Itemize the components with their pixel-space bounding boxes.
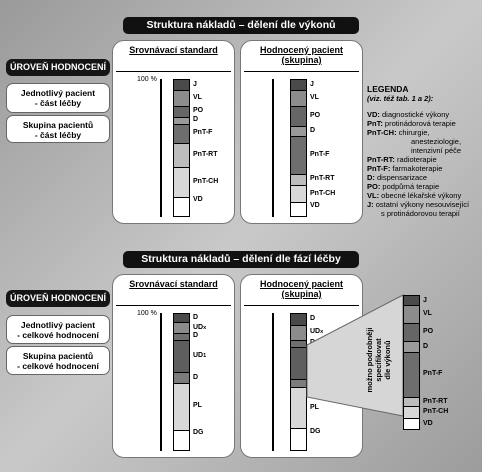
- legend-title: LEGENDA: [367, 84, 409, 94]
- legend-code: PnT-F:: [367, 164, 391, 173]
- segment-label: VD: [310, 201, 320, 209]
- segment-label: UD1: [193, 352, 207, 360]
- legend-text: obecné lékařské výkony: [379, 191, 462, 200]
- legend-code: J:: [367, 200, 374, 209]
- callout-line2: specifikovat: [374, 338, 383, 382]
- segment-label-sub: x: [203, 324, 207, 331]
- level-box-line2: - část léčby: [34, 98, 82, 108]
- level-box-line1: Jednotlivý pacient: [20, 320, 96, 330]
- segment-label: PnT-RT: [310, 175, 335, 183]
- segment-label: D: [310, 315, 316, 323]
- level-box-line2: - celkové hodnocení: [17, 330, 99, 340]
- segment-label: PnT-CH: [423, 408, 449, 416]
- segment-label: VL: [423, 309, 432, 317]
- legend-subtitle: (viz. též tab. 1 a 2):: [367, 94, 434, 103]
- level-box-line2: - celkové hodnocení: [17, 361, 99, 371]
- segment-label: VD: [193, 196, 203, 204]
- segment-label: VL: [310, 93, 319, 101]
- segment-label: J: [310, 80, 314, 88]
- bar-segment-pnt-ch: [404, 406, 419, 418]
- legend-text: ostatní výkony nesouvisející: [373, 200, 470, 209]
- segment-label: PnT-F: [193, 129, 213, 137]
- panel-title-line1: Hodnocený pacient: [259, 279, 343, 289]
- bottom-left-panel-title: Srovnávací standard: [129, 279, 218, 289]
- panel-title-line2: (skupina): [281, 55, 322, 65]
- segment-label: PO: [423, 327, 434, 335]
- segment-label: DG: [310, 428, 321, 436]
- stacked-bar-detail: [403, 295, 449, 430]
- segment-label: PnT-F: [423, 370, 443, 378]
- bar-segment-j: [404, 296, 419, 305]
- legend-code: D:: [367, 173, 375, 182]
- legend-text: farmakoterapie: [390, 164, 443, 173]
- segment-label: DG: [193, 429, 204, 436]
- segment-label: UDx: [193, 323, 207, 331]
- legend-text: s protinádorovou terapií: [381, 209, 460, 218]
- legend-code: PnT-CH:: [367, 128, 397, 137]
- panel-title-line2: (skupina): [281, 289, 322, 299]
- legend-code: VL:: [367, 191, 380, 200]
- segment-label: VD: [423, 419, 433, 427]
- segment-label: D: [423, 342, 429, 350]
- legend-text: diagnostické výkony: [379, 110, 450, 119]
- legend-text: anesteziologie,: [411, 137, 462, 146]
- legend-text: intenzivní péče: [411, 146, 462, 155]
- top-left-panel-title: Srovnávací standard: [129, 45, 218, 55]
- segment-label: PL: [310, 403, 319, 411]
- callout-text: [365, 320, 395, 400]
- segment-label-sub: 1: [203, 353, 207, 360]
- segment-label: PnT-CH: [310, 189, 336, 197]
- axis-label: 100 %: [137, 310, 157, 317]
- segment-label: PnT-RT: [193, 150, 218, 158]
- segment-label: UDx: [310, 328, 324, 336]
- legend-code: PnT-RT:: [367, 155, 395, 164]
- bar-segment-pnt-rt: [404, 397, 419, 406]
- segment-label: J: [423, 296, 427, 304]
- legend-text: dispensarizace: [374, 173, 428, 182]
- bar-segment-po: [404, 323, 419, 342]
- level-box-line1: Jednotlivý pacient: [20, 88, 96, 98]
- level-box-line1: Skupina pacientů: [22, 120, 94, 130]
- top-section-title: Struktura nákladů – dělení dle výkonů: [123, 17, 359, 34]
- legend-text: podpůrná terapie: [380, 182, 440, 191]
- panel-title-line1: Hodnocený pacient: [259, 45, 343, 55]
- segment-label: D: [193, 116, 199, 124]
- legend-code: VD:: [367, 110, 380, 119]
- callout-line3: dle výkonů: [383, 340, 392, 380]
- segment-label: PnT-CH: [193, 178, 219, 185]
- segment-label: D: [193, 314, 199, 322]
- segment-label: D: [310, 127, 316, 134]
- level-box-line2: - část léčby: [34, 130, 82, 140]
- bottom-section-title: Struktura nákladů – dělení dle fází léčby: [123, 251, 359, 268]
- segment-label: D: [193, 332, 199, 340]
- segment-label-sub: x: [320, 329, 324, 336]
- segment-label: PO: [193, 107, 204, 115]
- bar-segment-vd: [404, 418, 419, 429]
- legend-text: radioterapie: [394, 155, 437, 164]
- callout-line1: možno podrobněji: [365, 327, 374, 393]
- segment-label: PO: [310, 112, 321, 120]
- bar-segment-pnt-f: [404, 352, 419, 397]
- level-header-bottom: ÚROVEŇ HODNOCENÍ: [6, 290, 110, 307]
- segment-label: PnT-RT: [423, 397, 448, 405]
- legend-code: PO:: [367, 182, 381, 191]
- legend-text: protinádorová terapie: [382, 119, 456, 128]
- segment-label: PL: [193, 402, 202, 410]
- bar-segment-vl: [404, 305, 419, 322]
- segment-label: PnT-F: [310, 150, 330, 158]
- legend-text: chirurgie,: [396, 128, 430, 137]
- level-box-line1: Skupina pacientů: [22, 351, 94, 361]
- level-header-top: ÚROVEŇ HODNOCENÍ: [6, 59, 110, 76]
- segment-label: VL: [193, 93, 202, 101]
- segment-label: J: [193, 80, 197, 88]
- legend-code: PnT:: [367, 119, 383, 128]
- axis-label: 100 %: [137, 76, 157, 83]
- segment-label: D: [193, 373, 199, 381]
- bar-segment-d: [404, 341, 419, 352]
